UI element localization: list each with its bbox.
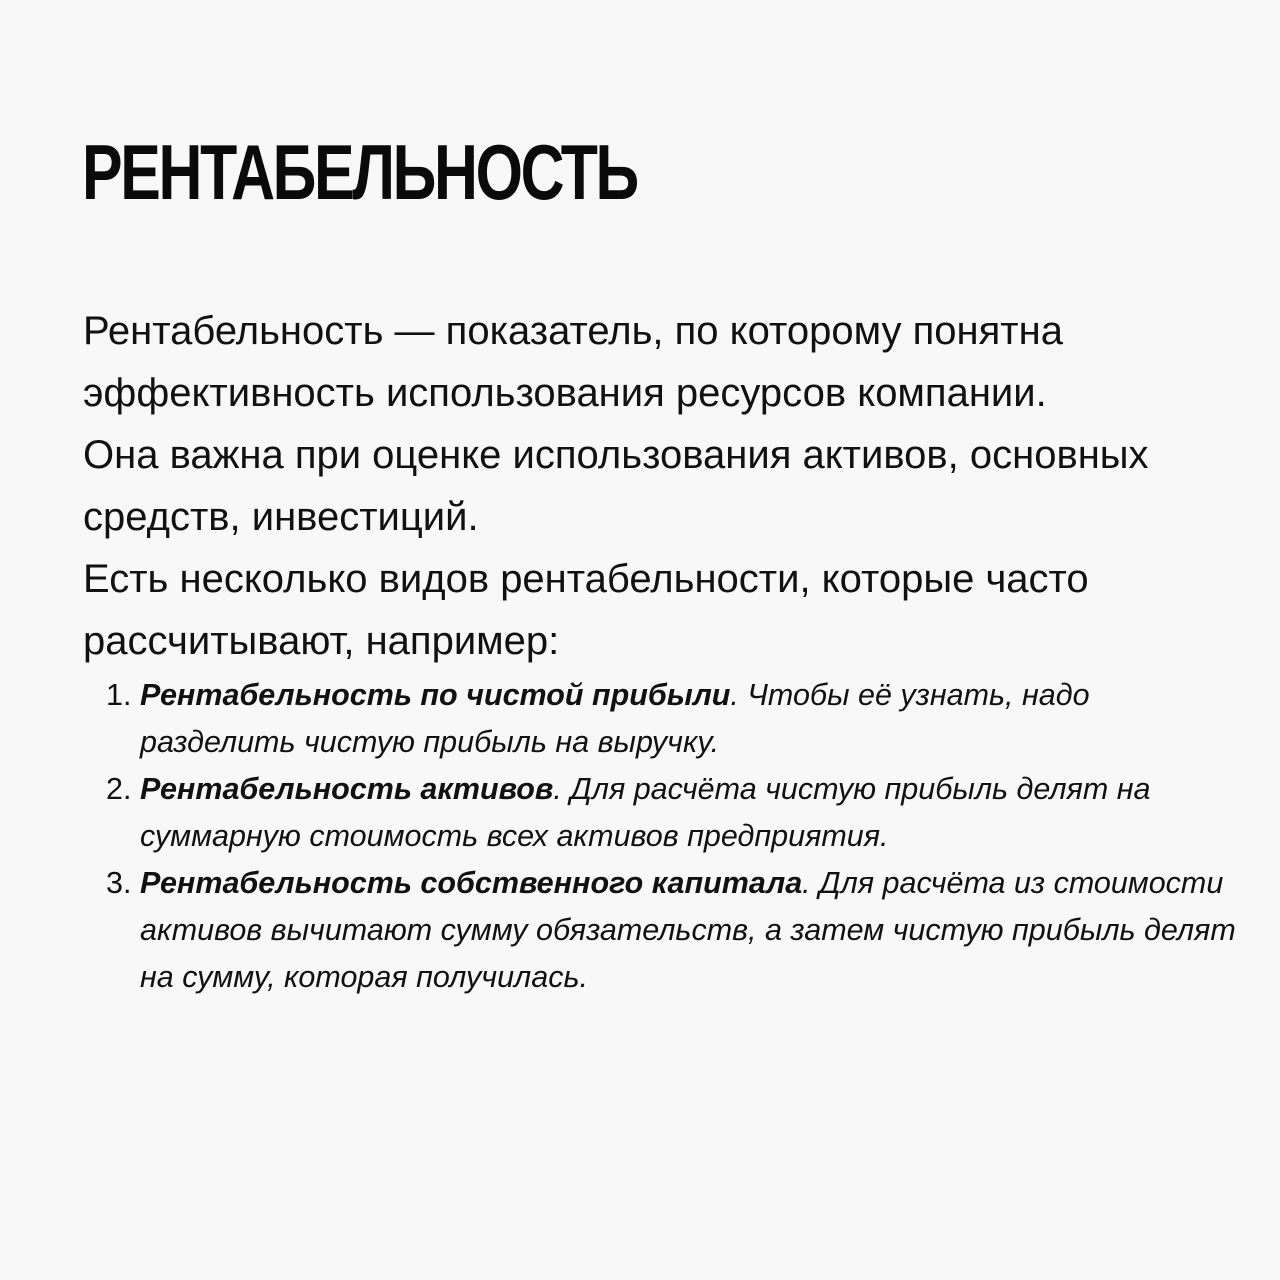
list-item-number: 1. <box>106 678 132 712</box>
intro-text <box>83 300 1233 672</box>
list-item-description: . Для расчёта чистую прибыль делят на суммарную стоимость всех активов предприятия. <box>140 772 1151 853</box>
list-item-term: Рентабельность по чистой прибыли <box>140 678 731 712</box>
list-item <box>106 672 1236 766</box>
list-item-description: . Для расчёта из стоимости активов вычитают сумму обязательств, а затем чистую прибыль делят на сумму, которая получилась. <box>140 866 1236 994</box>
intro-paragraph-importance: Она важна при оценке использования активов, основных средств, инвестиций. <box>83 433 1149 539</box>
list-item <box>106 860 1236 1001</box>
profitability-types-list <box>106 672 1236 1001</box>
list-item <box>106 766 1236 860</box>
page-title: РЕНТАБЕЛЬНОСТЬ <box>82 128 637 216</box>
intro-paragraph-types: Есть несколько видов рентабельности, которые часто рассчитывают, например: <box>83 557 1089 663</box>
intro-paragraph-definition: Рентабельность — показатель, по которому понятна эффективность использования ресурсов компании. <box>83 309 1063 415</box>
list-item-term: Рентабельность активов <box>140 772 554 806</box>
list-item-term: Рентабельность собственного капитала <box>140 866 803 900</box>
list-item-number: 3. <box>106 866 132 900</box>
list-item-number: 2. <box>106 772 132 806</box>
list-item-description: . Чтобы её узнать, надо разделить чистую прибыль на выручку. <box>140 678 1090 759</box>
